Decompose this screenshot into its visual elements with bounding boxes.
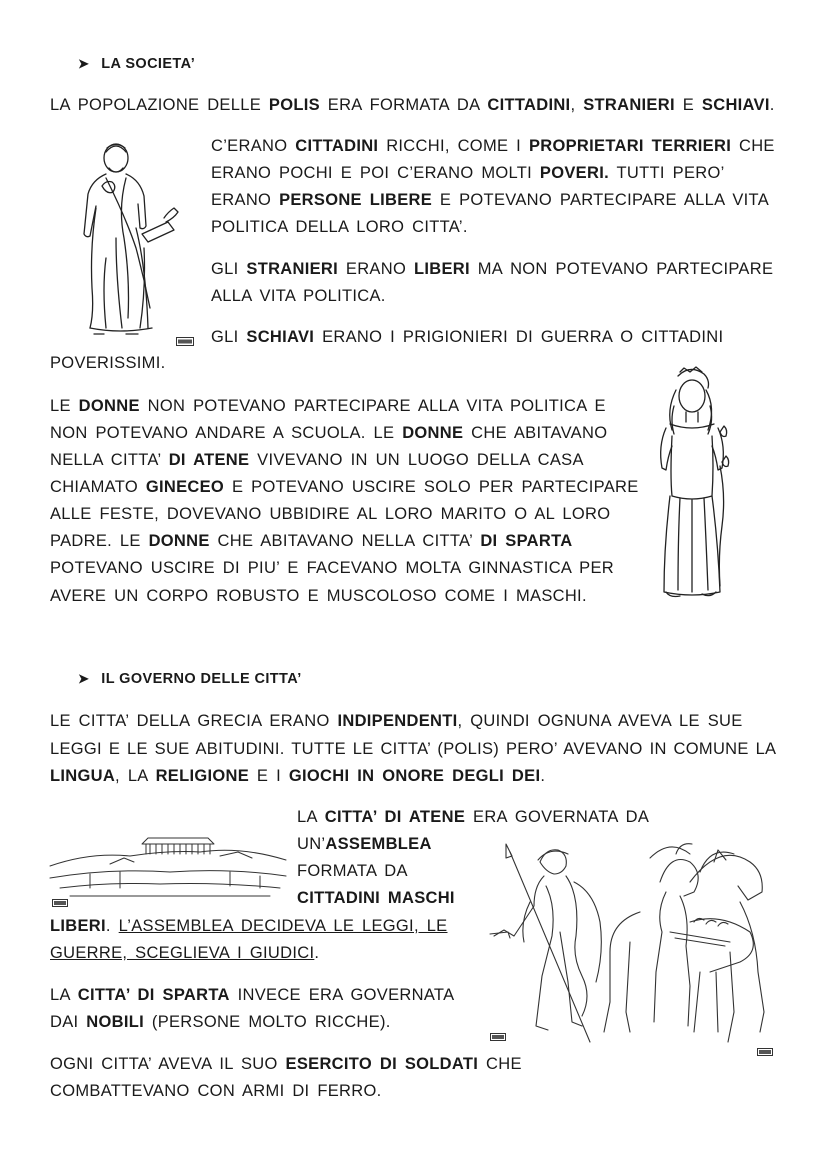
text-line: NELLA CITTA’ DI ATENE VIVEVANO IN UN LUOGO DELLA CASA: [50, 451, 584, 469]
copyright-badge-icon: [52, 899, 68, 907]
text-line: POTEVANO USCIRE DI PIU’ E FACEVANO MOLTA GINNASTICA PER: [50, 559, 615, 577]
text-line: C’ERANO CITTADINI RICCHI, COME I PROPRIETARI TERRIERI CHE: [211, 137, 775, 155]
text-line: ALLE FESTE, DOVEVANO UBBIDIRE AL LORO MARITO O AL LORO: [50, 505, 611, 523]
text-line: FORMATA DA: [297, 862, 408, 880]
text-line: DAI NOBILI (PERSONE MOLTO RICCHE).: [50, 1013, 391, 1031]
section-heading-governo: ➤ IL GOVERNO DELLE CITTA’: [78, 671, 302, 687]
text-line: LA CITTA’ DI SPARTA INVECE ERA GOVERNATA: [50, 986, 455, 1004]
text-line: LE DONNE NON POTEVANO PARTECIPARE ALLA VITA POLITICA E: [50, 397, 606, 415]
text-line: COMBATTEVANO CON ARMI DI FERRO.: [50, 1082, 382, 1100]
section-heading-societa: ➤ LA SOCIETA’: [78, 56, 196, 72]
text-line: OGNI CITTA’ AVEVA IL SUO ESERCITO DI SOLDATI CHE: [50, 1055, 522, 1073]
copyright-badge-icon: [757, 1048, 773, 1056]
text-line: UN’ASSEMBLEA: [297, 835, 432, 853]
text-line: LEGGI E LE SUE ABITUDINI. TUTTE LE CITTA’ (POLIS) PERO’ AVEVANO IN COMUNE LA: [50, 740, 777, 758]
text-line: CITTADINI MASCHI: [297, 889, 455, 907]
text-line: NON POTEVANO ANDARE A SCUOLA. LE DONNE CHE ABITAVANO: [50, 424, 608, 442]
text-line: LIBERI. L’ASSEMBLEA DECIDEVA LE LEGGI, LE: [50, 917, 448, 935]
text-line: GLI STRANIERI ERANO LIBERI MA NON POTEVANO PARTECIPARE: [211, 260, 774, 278]
text-line: LE CITTA’ DELLA GRECIA ERANO INDIPENDENTI, QUINDI OGNUNA AVEVA LE SUE: [50, 712, 743, 730]
text-line: AVERE UN CORPO ROBUSTO E MUSCOLOSO COME I MASCHI.: [50, 587, 587, 605]
text-line: GUERRE, SCEGLIEVA I GIUDICI.: [50, 944, 320, 962]
text-line: ERANO POCHI E POI C’ERANO MOLTI POVERI. TUTTI PERO’: [211, 164, 725, 182]
copyright-badge-icon: [176, 337, 194, 346]
text-line: LA CITTA’ DI ATENE ERA GOVERNATA DA: [297, 808, 650, 826]
text-line: ERANO PERSONE LIBERE E POTEVANO PARTECIPARE ALLA VITA: [211, 191, 770, 209]
arrow-bullet-icon: ➤: [78, 671, 90, 686]
text-line: GLI SCHIAVI ERANO I PRIGIONIERI DI GUERRA O CITTADINI: [211, 328, 724, 346]
greek-soldiers-drawing: [490, 842, 780, 1057]
acropolis-drawing: [50, 826, 286, 906]
text-line: POVERISSIMI.: [50, 354, 166, 372]
text-line: ALLA VITA POLITICA.: [211, 287, 386, 305]
arrow-bullet-icon: ➤: [78, 56, 90, 71]
text-line: PADRE. LE DONNE CHE ABITAVANO NELLA CITTA’ DI SPARTA: [50, 532, 573, 550]
intro-line: LA POPOLAZIONE DELLE POLIS ERA FORMATA DA CITTADINI, STRANIERI E SCHIAVI.: [50, 96, 775, 114]
greek-citizen-drawing: [76, 138, 194, 348]
text-line: LINGUA, LA RELIGIONE E I GIOCHI IN ONORE DEGLI DEI.: [50, 767, 546, 785]
greek-woman-drawing: [640, 366, 740, 606]
text-line: CHIAMATO GINECEO E POTEVANO USCIRE SOLO PER PARTECIPARE: [50, 478, 639, 496]
copyright-badge-icon: [490, 1033, 506, 1041]
text-line: POLITICA DELLA LORO CITTA’.: [211, 218, 468, 236]
